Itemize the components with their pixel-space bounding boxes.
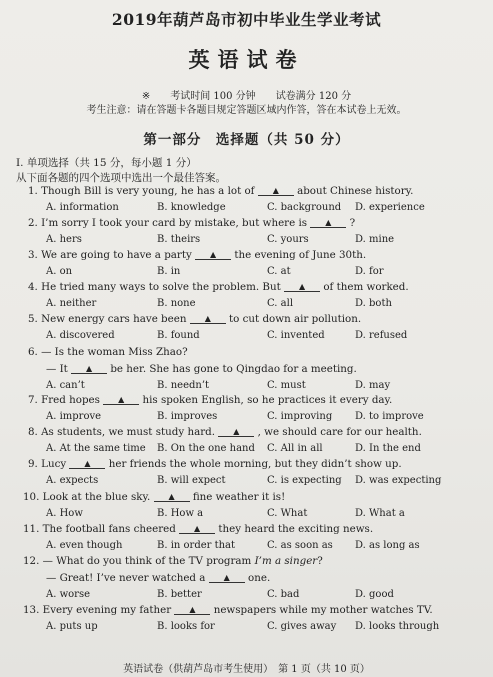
answer-option: A. on — [46, 266, 73, 277]
answer-option: D. good — [355, 589, 394, 600]
answer-option: A. puts up — [46, 621, 98, 632]
question-number: 1. — [28, 185, 38, 197]
answer-option: A. expects — [46, 475, 99, 486]
question-number: 8. — [28, 426, 38, 438]
answer-option: B. knowledge — [157, 202, 226, 213]
question-text-after: to cut down air pollution. — [229, 313, 362, 325]
question-text-before: Fred hopes — [41, 394, 100, 406]
answer-option: A. hers — [46, 234, 82, 245]
answer-option: C. is expecting — [267, 475, 342, 486]
answer-option: C. must — [267, 380, 306, 391]
answer-option: A. At the same time — [46, 443, 146, 454]
question-text-before: — Is the woman Miss Zhao? — [41, 346, 188, 358]
question-text-before: Though Bill is very young, he has a lot of — [41, 185, 255, 197]
answer-option: D. for — [355, 266, 384, 277]
answer-option: A. even though — [46, 540, 123, 551]
answer-option: D. What a — [355, 508, 405, 519]
question-text-before: Lucy — [41, 458, 67, 470]
question-stem — [28, 217, 355, 229]
section-instruction: 从下面各题的四个选项中选出一个最佳答案。 — [16, 172, 226, 184]
question-text-after: ? — [317, 555, 323, 567]
meta-mark: ※ — [141, 91, 151, 102]
answer-option: B. How a — [157, 508, 204, 519]
answer-option: A. How — [46, 508, 83, 519]
question-stem — [23, 491, 285, 503]
question-text-after: newspapers while my mother watches TV. — [213, 604, 433, 616]
question-number: 10. — [23, 491, 40, 503]
answer-option: A. discovered — [46, 330, 115, 341]
question-stem — [23, 604, 433, 616]
question-text-after: the evening of June 30th. — [234, 249, 367, 261]
question-stem — [28, 185, 413, 197]
answer-option: C. invented — [267, 330, 325, 341]
question-number: 11. — [23, 523, 40, 535]
answer-option: C. improving — [267, 411, 333, 422]
question-text-after: fine weather it is! — [192, 491, 286, 503]
answer-blank: ▲ — [218, 427, 254, 437]
question-stem — [28, 458, 402, 470]
answer-option: A. information — [46, 202, 119, 213]
answer-blank: ▲ — [179, 524, 215, 534]
answer-blank: ▲ — [284, 282, 320, 292]
question-text-after: of them worked. — [323, 281, 409, 293]
question-number: 5. — [28, 313, 38, 325]
question-stem — [28, 249, 366, 261]
question-text-before: I’m sorry I took your card by mistake, but where is — [41, 217, 308, 229]
answer-option: D. may — [355, 380, 391, 391]
question-text-before: We are going to have a party — [41, 249, 192, 261]
question-text-after: , we should care for our health. — [257, 426, 422, 438]
answer-option: A. neither — [46, 298, 97, 309]
question-stem — [28, 281, 409, 293]
answer-option: D. to improve — [355, 411, 424, 422]
answer-blank: ▲ — [174, 605, 210, 615]
answer-blank: ▲ — [209, 573, 245, 583]
question-number: 3. — [28, 249, 38, 261]
answer-option: B. looks for — [157, 621, 215, 632]
answer-option: B. in order that — [157, 540, 236, 551]
exam-time: 考试时间 100 分钟 — [170, 91, 256, 102]
question-text-before: As students, we must study hard. — [41, 426, 216, 438]
question-number: 2. — [28, 217, 38, 229]
question-number: 6. — [28, 346, 38, 358]
answer-option: B. better — [157, 589, 202, 600]
answer-blank: ▲ — [103, 395, 139, 405]
answer-option: C. all — [267, 298, 294, 309]
question-text-before: New energy cars have been — [41, 313, 187, 325]
question-number: 4. — [28, 281, 38, 293]
question-text-after: be her. She has gone to Qingdao for a meeting. — [110, 363, 357, 375]
answer-option: A. worse — [46, 589, 90, 600]
exam-title: 2019年葫芦岛市初中毕业生学业考试 — [111, 10, 382, 29]
answer-option: C. bad — [267, 589, 300, 600]
answer-option: D. both — [355, 298, 392, 309]
question-number: 12. — [23, 555, 40, 567]
question-text-after: about Chinese history. — [297, 185, 414, 197]
answer-option: D. looks through — [355, 621, 440, 632]
answer-option: B. theirs — [157, 234, 201, 245]
answer-option: D. refused — [355, 330, 408, 341]
answer-option: C. background — [267, 202, 342, 213]
question-stem-line2 — [46, 363, 357, 375]
answer-blank: ▲ — [310, 218, 346, 228]
section-title: I. 单项选择（共 15 分，每小题 1 分） — [16, 157, 197, 169]
answer-option: D. was expecting — [355, 475, 442, 486]
question-stem-line2 — [46, 572, 270, 584]
question-text-before: The football fans cheered — [42, 523, 176, 535]
question-stem — [28, 394, 392, 406]
answer-option: B. in — [157, 266, 181, 277]
answer-option: C. All in all — [267, 443, 323, 454]
question-title-italic: I’m a singer — [254, 555, 318, 567]
question-text-after: his spoken English, so he practices it every day. — [142, 394, 393, 406]
question-text-after: her friends the whole morning, but they didn’t show up. — [108, 458, 402, 470]
answer-option: B. On the one hand — [157, 443, 255, 454]
question-text-before: — Great! I’ve never watched a — [46, 572, 206, 584]
question-stem — [28, 313, 361, 325]
paper-title: 英语试卷 — [188, 47, 305, 72]
question-number: 7. — [28, 394, 38, 406]
question-text-before: He tried many ways to solve the problem. But — [41, 281, 281, 293]
exam-score: 试卷满分 120 分 — [275, 91, 352, 102]
answer-option: D. as long as — [355, 540, 420, 551]
answer-option: C. as soon as — [267, 540, 333, 551]
answer-option: C. What — [267, 508, 308, 519]
page-footer: 英语试卷（供葫芦岛市考生使用） 第 1 页（共 10 页） — [123, 664, 370, 675]
answer-blank: ▲ — [71, 364, 107, 374]
answer-option: D. experience — [355, 202, 425, 213]
answer-option: D. mine — [355, 234, 395, 245]
question-stem — [23, 523, 373, 535]
answer-option: C. at — [267, 266, 291, 277]
answer-option: C. gives away — [267, 621, 337, 632]
answer-blank: ▲ — [69, 459, 105, 469]
question-text-after: one. — [248, 572, 271, 584]
question-stem — [28, 346, 188, 358]
answer-option: B. improves — [157, 411, 218, 422]
answer-option: C. yours — [267, 234, 309, 245]
answer-blank: ▲ — [258, 186, 294, 196]
answer-option: A. can’t — [46, 380, 85, 391]
part-title: 第一部分 选择题（共 50 分） — [143, 132, 350, 148]
answer-option: A. improve — [46, 411, 102, 422]
question-stem — [28, 426, 422, 438]
answer-option: D. In the end — [355, 443, 421, 454]
question-text-before: Every evening my father — [42, 604, 172, 616]
answer-blank: ▲ — [154, 492, 190, 502]
answer-option: B. none — [157, 298, 196, 309]
answer-option: B. will expect — [157, 475, 226, 486]
question-text-after: ? — [349, 217, 356, 229]
question-text-before: — What do you think of the TV program — [42, 555, 252, 567]
answer-blank: ▲ — [195, 250, 231, 260]
answer-option: B. found — [157, 330, 200, 341]
question-number: 13. — [23, 604, 40, 616]
question-number: 9. — [28, 458, 38, 470]
question-text-before: Look at the blue sky. — [42, 491, 151, 503]
answer-option: B. needn’t — [157, 380, 210, 391]
question-text-before: — It — [46, 363, 68, 375]
exam-notice: 考生注意：请在答题卡各题目规定答题区域内作答，答在本试卷上无效。 — [86, 105, 407, 116]
exam-meta — [0, 87, 493, 102]
answer-blank: ▲ — [190, 314, 226, 324]
question-stem — [23, 555, 323, 567]
question-text-after: they heard the exciting news. — [218, 523, 374, 535]
